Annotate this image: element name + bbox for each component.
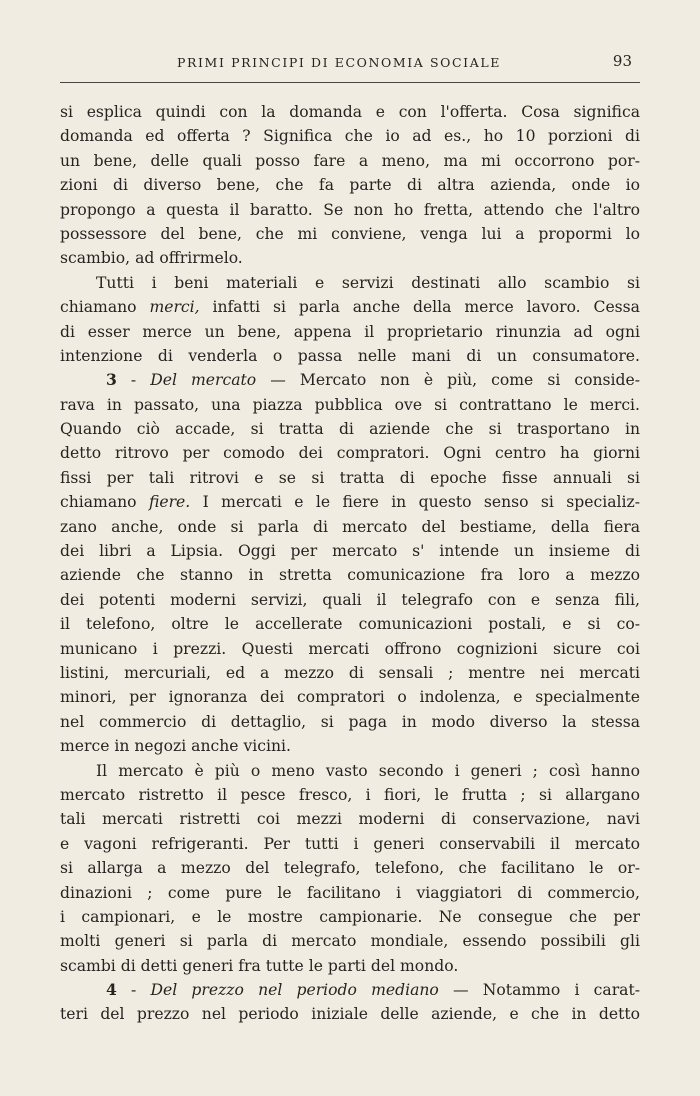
text-line: dei libri a Lipsia. Oggi per mercato s' intende un insieme di bbox=[60, 542, 640, 561]
text-line: e vagoni refrigeranti. Per tutti i generi conservabili il mercato bbox=[60, 834, 640, 853]
text-line bbox=[60, 490, 640, 514]
italic-term: fiere. bbox=[148, 493, 191, 512]
italic-term: merci, bbox=[149, 298, 200, 317]
text-line: mercato ristretto il pesce fresco, i fiori, le frutta ; si allargano bbox=[60, 785, 640, 804]
section-title: Del mercato bbox=[150, 371, 257, 390]
text-line: scambio, ad offrirmelo. bbox=[60, 249, 243, 268]
section-separator: - bbox=[116, 981, 151, 1000]
text-run: infatti si parla anche della merce lavoro. Cessa bbox=[199, 298, 640, 317]
running-header bbox=[60, 50, 640, 83]
text-line: minori, per ignoranza dei compratori o indolenza, e specialmente bbox=[60, 688, 640, 707]
text-line: propongo a questa il baratto. Se non ho fretta, attendo che l'altro bbox=[60, 200, 640, 219]
text-line: nel commercio di dettaglio, si paga in modo diverso la stessa bbox=[60, 712, 640, 731]
text-run: chiamano bbox=[60, 298, 150, 317]
text-line: di esser merce un bene, appena il proprietario rinunzia ad ogni bbox=[60, 322, 640, 341]
section-heading-line bbox=[60, 978, 640, 1002]
text-line: molti generi si parla di mercato mondiale, essendo possibili gli bbox=[60, 932, 640, 951]
text-line: zano anche, onde si parla di mercato del bestiame, della fiera bbox=[60, 517, 640, 536]
text-line: si allarga a mezzo del telegrafo, telefono, che facilitano le or- bbox=[60, 859, 640, 878]
text-line bbox=[60, 295, 640, 319]
section-number: 3 bbox=[106, 370, 117, 390]
section-title: Del prezzo nel periodo mediano bbox=[150, 981, 439, 1000]
text-line: tali mercati ristretti coi mezzi moderni di conservazione, navi bbox=[60, 810, 640, 829]
text-line: teri del prezzo nel periodo iniziale delle aziende, e che in detto bbox=[60, 1005, 640, 1024]
text-line: un bene, delle quali posso fare a meno, ma mi occorrono por- bbox=[60, 151, 640, 170]
section-number: 4 bbox=[106, 980, 117, 1000]
running-title: PRIMI PRINCIPI DI ECONOMIA SOCIALE bbox=[177, 55, 501, 70]
text-line: merce in negozi anche vicini. bbox=[60, 737, 291, 756]
text-line: dinazioni ; come pure le facilitano i viaggiatori di commercio, bbox=[60, 883, 640, 902]
paragraph-first-line: Il mercato è più o meno vasto secondo i generi ; così hanno bbox=[96, 761, 640, 780]
section-separator: - bbox=[116, 371, 151, 390]
text-line: fissi per tali ritrovi e se si tratta di epoche fisse annuali si bbox=[60, 468, 640, 487]
text-run: chiamano bbox=[60, 493, 149, 512]
text-line: domanda ed offerta ? Significa che io ad es., ho 10 porzioni di bbox=[60, 127, 640, 146]
text-line: intenzione di venderla o passa nelle mani di un consumatore. bbox=[60, 346, 640, 365]
text-line: possessore del bene, che mi conviene, venga lui a propormi lo bbox=[60, 224, 640, 243]
text-line: i campionari, e le mostre campionarie. Ne consegue che per bbox=[60, 907, 640, 926]
text-run: I mercati e le fiere in questo senso si specializ- bbox=[190, 493, 640, 512]
text-line: si esplica quindi con la domanda e con l'offerta. Cosa significa bbox=[60, 103, 640, 121]
page-number: 93 bbox=[612, 52, 632, 70]
text-line: zioni di diverso bene, che fa parte di altra azienda, onde io bbox=[60, 176, 640, 195]
text-line: aziende che stanno in stretta comunicazione fra loro a mezzo bbox=[60, 566, 640, 585]
page-body bbox=[60, 100, 640, 1027]
section-heading-line bbox=[60, 368, 640, 392]
text-run: — Notammo i carat- bbox=[438, 981, 640, 1000]
paragraph-first-line: Tutti i beni materiali e servizi destinati allo scambio si bbox=[96, 273, 640, 292]
text-line: Quando ciò accade, si tratta di aziende che si trasportano in bbox=[60, 420, 640, 439]
text-line: listini, mercuriali, ed a mezzo di sensali ; mentre nei mercati bbox=[60, 663, 640, 682]
text-line: municano i prezzi. Questi mercati offrono cognizioni sicure coi bbox=[60, 639, 640, 658]
text-line: il telefono, oltre le accellerate comunicazioni postali, e si co- bbox=[60, 615, 640, 634]
text-line: detto ritrovo per comodo dei compratori. Ogni centro ha giorni bbox=[60, 444, 640, 463]
text-line: rava in passato, una piazza pubblica ove si contrattano le merci. bbox=[60, 395, 640, 414]
text-line: dei potenti moderni servizi, quali il telegrafo con e senza fili, bbox=[60, 590, 640, 609]
text-line: scambi di detti generi fra tutte le parti del mondo. bbox=[60, 956, 459, 975]
text-run: — Mercato non è più, come si conside- bbox=[256, 371, 640, 390]
